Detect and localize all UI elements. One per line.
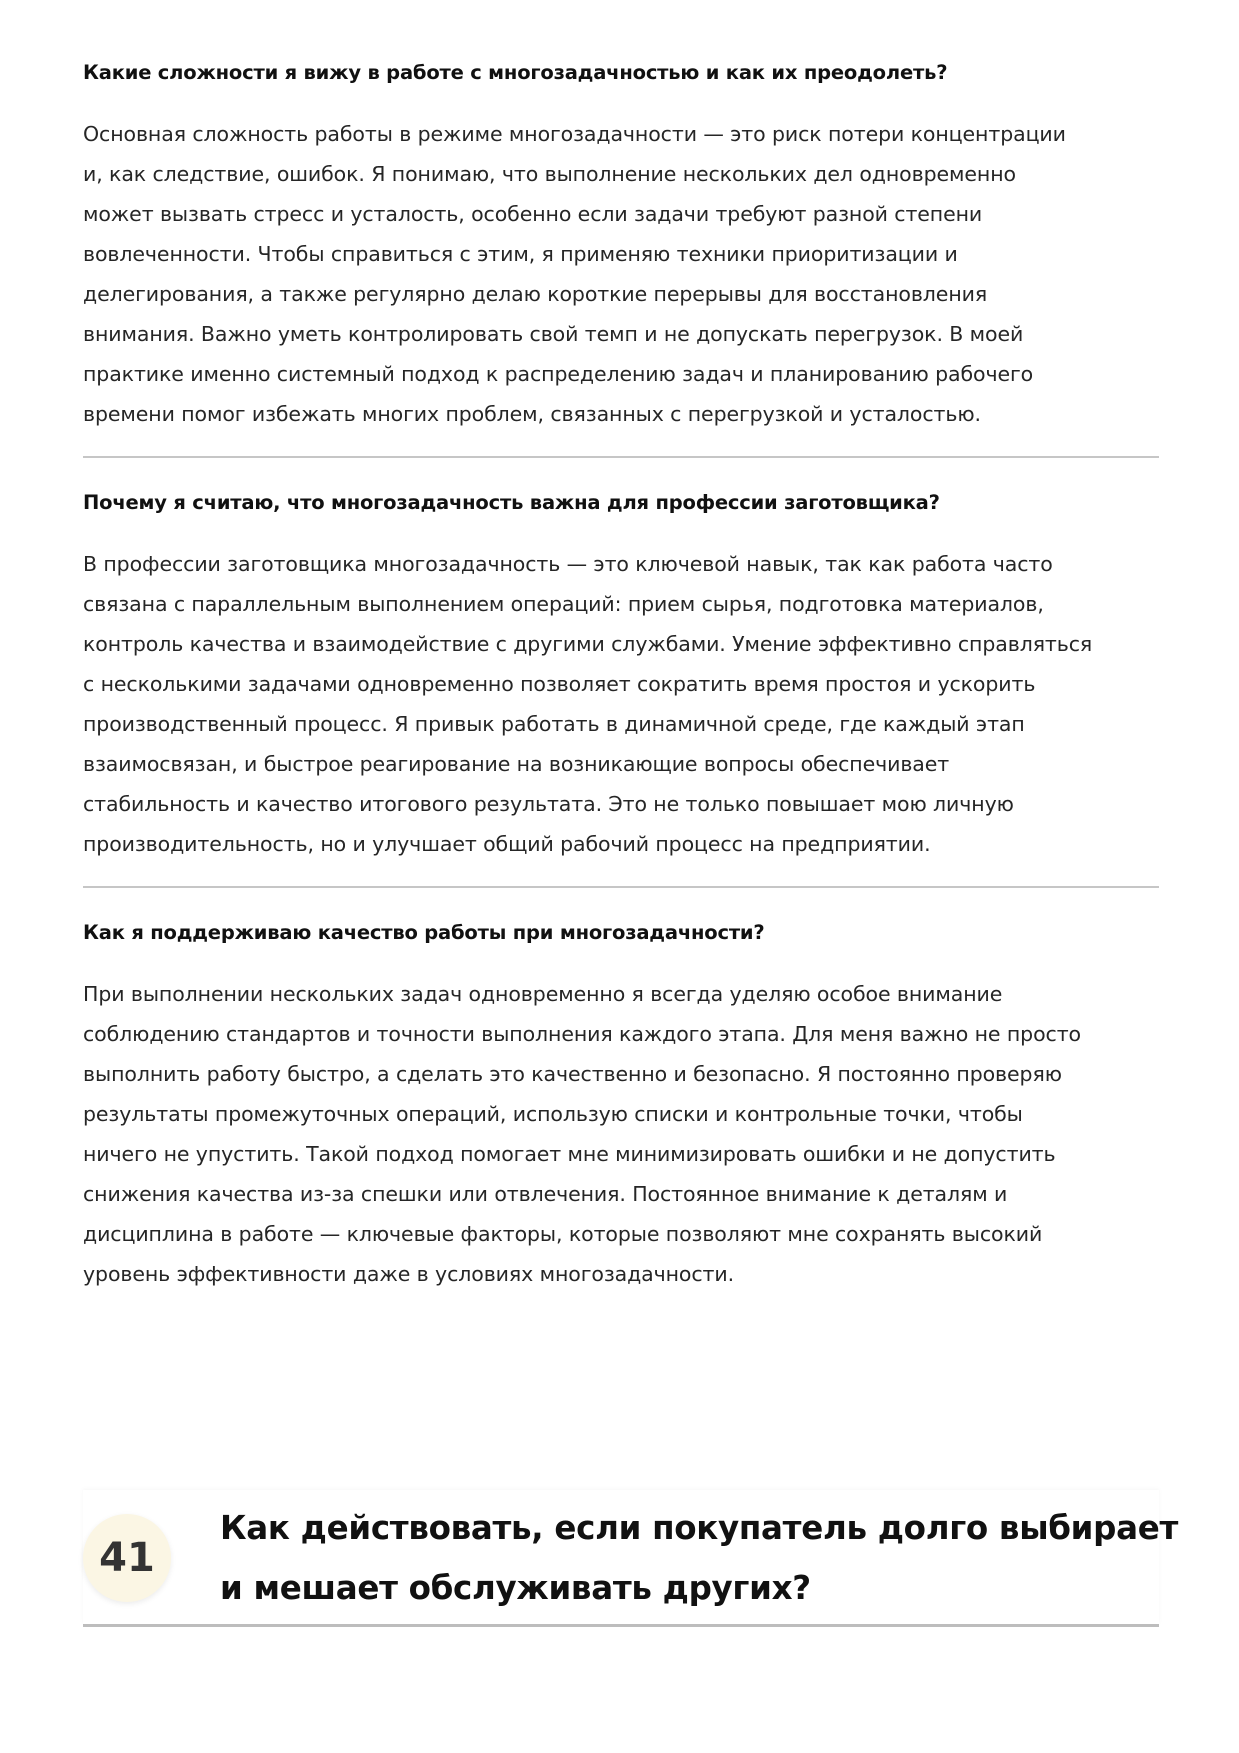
section-divider (83, 456, 1159, 458)
section-body (83, 544, 1159, 864)
body-line: времени помог избежать многих проблем, связанных с перегрузкой и усталостью. (83, 402, 981, 426)
body-line: с несколькими задачами одновременно позволяет сократить время простоя и ускорить (83, 672, 1036, 696)
question-title-line: и мешает обслуживать других? (220, 1569, 811, 1607)
body-line: связана с параллельным выполнением операций: прием сырья, подготовка материалов, (83, 592, 1044, 616)
body-line: производственный процесс. Я привык работать в динамичной среде, где каждый этап (83, 712, 1025, 736)
question-title (220, 1498, 1179, 1618)
body-line: ничего не упустить. Такой подход помогает мне минимизировать ошибки и не допустить (83, 1142, 1056, 1166)
body-line: Основная сложность работы в режиме многозадачности — это риск потери концентрации (83, 122, 1066, 146)
section-divider (83, 886, 1159, 888)
qa-section (83, 58, 1159, 434)
body-line: В профессии заготовщика многозадачность — это ключевой навык, так как работа часто (83, 552, 1053, 576)
section-heading: Как я поддерживаю качество работы при многозадачности? (83, 921, 765, 944)
body-line: взаимосвязан, и быстрое реагирование на возникающие вопросы обеспечивает (83, 752, 950, 776)
body-line: соблюдению стандартов и точности выполнения каждого этапа. Для меня важно не просто (83, 1022, 1081, 1046)
next-question-card (83, 1490, 1179, 1628)
question-number-badge: 41 (83, 1514, 171, 1602)
qa-section (83, 918, 1159, 1294)
body-line: может вызвать стресс и усталость, особенно если задачи требуют разной степени (83, 202, 983, 226)
body-line: дисциплина в работе — ключевые факторы, которые позволяют мне сохранять высокий (83, 1222, 1043, 1246)
section-body (83, 974, 1159, 1294)
body-line: уровень эффективности даже в условиях многозадачности. (83, 1262, 735, 1286)
body-line: При выполнении нескольких задач одновременно я всегда уделяю особое внимание (83, 982, 1003, 1006)
body-line: практике именно системный подход к распределению задач и планированию рабочего (83, 362, 1034, 386)
body-line: производительность, но и улучшает общий рабочий процесс на предприятии. (83, 832, 931, 856)
document-page (83, 58, 1159, 1294)
body-line: контроль качества и взаимодействие с другими службами. Умение эффективно справляться (83, 632, 1093, 656)
section-heading: Какие сложности я вижу в работе с многозадачностью и как их преодолеть? (83, 61, 948, 84)
question-title-line: Как действовать, если покупатель долго выбирает (220, 1509, 1179, 1547)
body-line: внимания. Важно уметь контролировать свой темп и не допускать перегрузок. В моей (83, 322, 1024, 346)
body-line: результаты промежуточных операций, использую списки и контрольные точки, чтобы (83, 1102, 1023, 1126)
body-line: снижения качества из-за спешки или отвлечения. Постоянное внимание к деталям и (83, 1182, 1008, 1206)
body-line: выполнить работу быстро, а сделать это качественно и безопасно. Я постоянно проверяю (83, 1062, 1062, 1086)
body-line: и, как следствие, ошибок. Я понимаю, что выполнение нескольких дел одновременно (83, 162, 1016, 186)
body-line: стабильность и качество итогового результата. Это не только повышает мою личную (83, 792, 1014, 816)
section-heading: Почему я считаю, что многозадачность важна для профессии заготовщика? (83, 491, 940, 514)
question-underline (83, 1624, 1159, 1627)
qa-section (83, 488, 1159, 864)
section-body (83, 114, 1159, 434)
body-line: вовлеченности. Чтобы справиться с этим, я применяю техники приоритизации и (83, 242, 958, 266)
body-line: делегирования, а также регулярно делаю короткие перерывы для восстановления (83, 282, 988, 306)
